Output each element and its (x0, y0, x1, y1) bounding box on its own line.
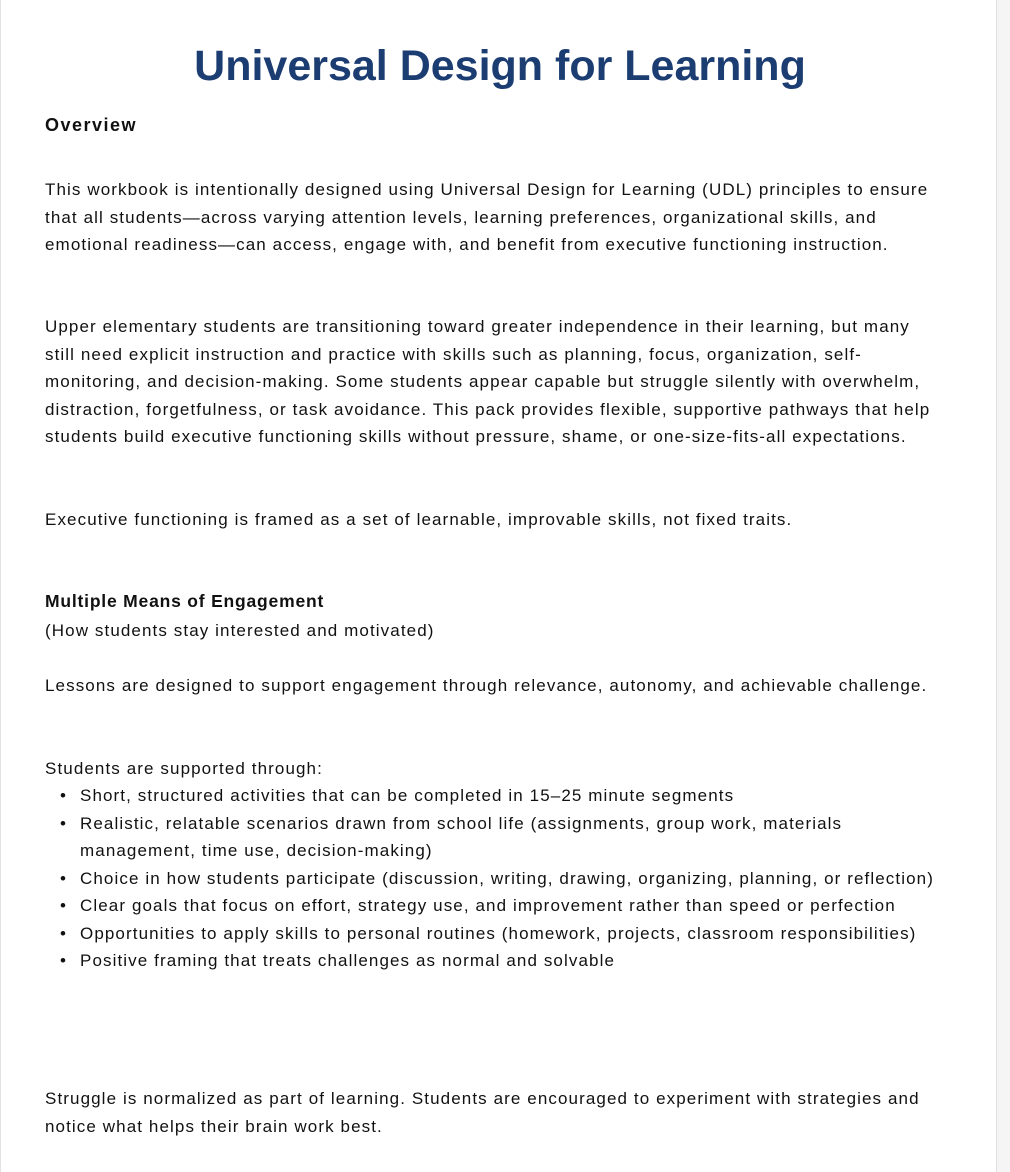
engagement-closing: Struggle is normalized as part of learning. Students are encouraged to experiment with strategies and notice what helps their brain work best. (45, 1089, 920, 1136)
list-item-text: Opportunities to apply skills to personal routines (homework, projects, classroom responsibilities) (80, 923, 917, 943)
engagement-subheading: (How students stay interested and motivated) (45, 621, 435, 640)
engagement-intro: Lessons are designed to support engagement through relevance, autonomy, and achievable challenge. (45, 676, 928, 695)
overview-paragraph-3: Executive functioning is framed as a set of learnable, improvable skills, not fixed traits. (45, 510, 793, 529)
list-item (45, 865, 945, 893)
list-item-text: Realistic, relatable scenarios drawn from school life (assignments, group work, materials management, time use, decision-making) (80, 813, 843, 860)
list-item-text: Short, structured activities that can be completed in 15–25 minute segments (80, 786, 735, 805)
overview-paragraph-1: This workbook is intentionally designed using Universal Design for Learning (UDL) principles to ensure that all students—across varying attention levels, learning preferences, organizational skills, and emotional readiness—can access, engage with, and benefit from executive functioning instruction. (45, 180, 929, 254)
overview-heading: Overview (45, 115, 138, 135)
list-item (45, 810, 945, 865)
list-item-text: Choice in how students participate (discussion, writing, drawing, organizing, planning, or reflection) (80, 868, 934, 888)
list-item-text: Clear goals that focus on effort, strategy use, and improvement rather than speed or perfection (80, 896, 896, 915)
list-item (45, 920, 945, 948)
list-item-text: Positive framing that treats challenges as normal and solvable (80, 951, 616, 970)
scrollbar-track[interactable] (996, 0, 1010, 1172)
bullet-icon: • (60, 923, 68, 943)
engagement-heading: Multiple Means of Engagement (45, 591, 325, 611)
supports-list-intro: Students are supported through: (45, 759, 323, 778)
list-item (45, 892, 945, 920)
bullet-icon: • (60, 868, 68, 888)
supports-list (45, 782, 945, 975)
bullet-icon: • (60, 786, 68, 805)
bullet-icon: • (60, 896, 68, 915)
list-item (45, 782, 945, 810)
bullet-icon: • (60, 951, 68, 970)
page-title: Universal Design for Learning (194, 42, 806, 90)
bullet-icon: • (60, 813, 68, 833)
list-item (45, 947, 945, 975)
overview-paragraph-2: Upper elementary students are transitioning toward greater independence in their learning, but many still need explicit instruction and practice with skills such as planning, focus, organization, self-monitoring, and decision-making. Some students appear capable but struggle silently with overwhelm, distraction, forgetfulness, or task avoidance. This pack provides flexible, supportive pathways that help students build executive functioning skills without pressure, shame, or one-size-fits-all expectations. (45, 317, 931, 446)
